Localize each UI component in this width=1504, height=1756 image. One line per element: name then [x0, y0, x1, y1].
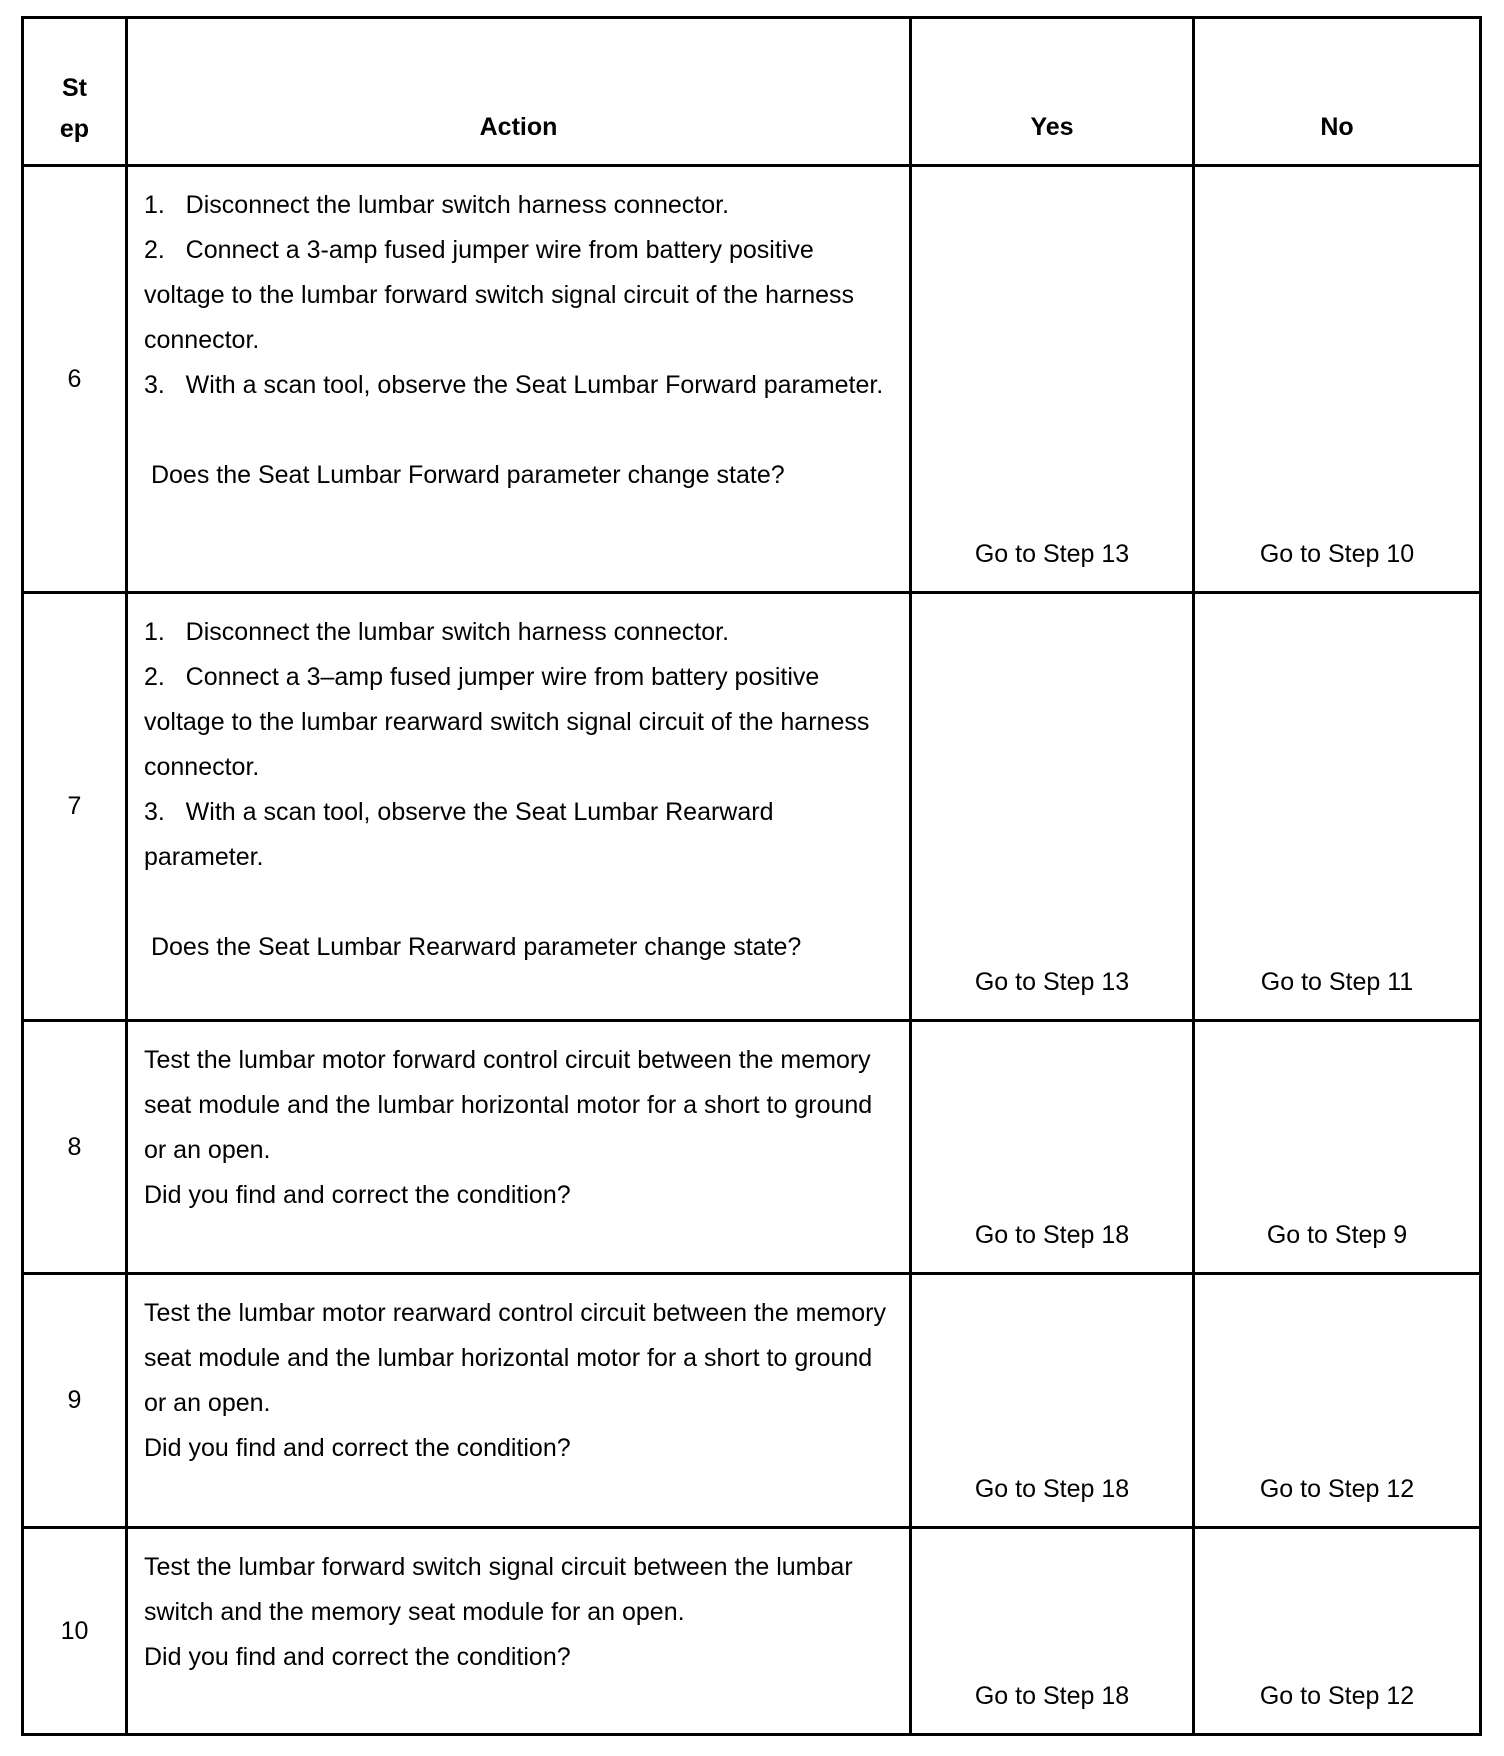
step-number: 9	[23, 1274, 127, 1528]
header-row	[23, 18, 1481, 166]
step-number: 7	[23, 593, 127, 1021]
header-step: St ep	[23, 18, 127, 166]
no-result: Go to Step 11	[1194, 593, 1481, 1021]
no-result: Go to Step 9	[1194, 1021, 1481, 1274]
table-row	[23, 1528, 1481, 1735]
yes-result: Go to Step 13	[911, 166, 1194, 593]
table-row	[23, 593, 1481, 1021]
no-result: Go to Step 12	[1194, 1528, 1481, 1735]
step-number: 6	[23, 166, 127, 593]
action-text: 1. Disconnect the lumbar switch harness connector. 2. Connect a 3-amp fused jumper wire from battery positive voltage to the lumbar forward switch signal circuit of the harness connector. 3. With a scan tool, observe the Seat Lumbar Forward parameter. Does the Seat Lumbar Forward parameter change state?	[127, 166, 911, 593]
action-text: 1. Disconnect the lumbar switch harness connector. 2. Connect a 3–amp fused jumper wire from battery positive voltage to the lumbar rearward switch signal circuit of the harness connector. 3. With a scan tool, observe the Seat Lumbar Rearward parameter. Does the Seat Lumbar Rearward parameter change state?	[127, 593, 911, 1021]
yes-result: Go to Step 13	[911, 593, 1194, 1021]
no-result: Go to Step 12	[1194, 1274, 1481, 1528]
table-row	[23, 166, 1481, 593]
step-number: 8	[23, 1021, 127, 1274]
yes-result: Go to Step 18	[911, 1021, 1194, 1274]
action-text: Test the lumbar forward switch signal circuit between the lumbar switch and the memory seat module for an open. Did you find and correct the condition?	[127, 1528, 911, 1735]
no-result: Go to Step 10	[1194, 166, 1481, 593]
header-no: No	[1194, 18, 1481, 166]
yes-result: Go to Step 18	[911, 1528, 1194, 1735]
yes-result: Go to Step 18	[911, 1274, 1194, 1528]
header-yes: Yes	[911, 18, 1194, 166]
action-text: Test the lumbar motor forward control circuit between the memory seat module and the lumbar horizontal motor for a short to ground or an open. Did you find and correct the condition?	[127, 1021, 911, 1274]
diagnostic-table	[21, 16, 1482, 1736]
table-row	[23, 1021, 1481, 1274]
step-number: 10	[23, 1528, 127, 1735]
action-text: Test the lumbar motor rearward control circuit between the memory seat module and the lumbar horizontal motor for a short to ground or an open. Did you find and correct the condition?	[127, 1274, 911, 1528]
header-action: Action	[127, 18, 911, 166]
table-row	[23, 1274, 1481, 1528]
